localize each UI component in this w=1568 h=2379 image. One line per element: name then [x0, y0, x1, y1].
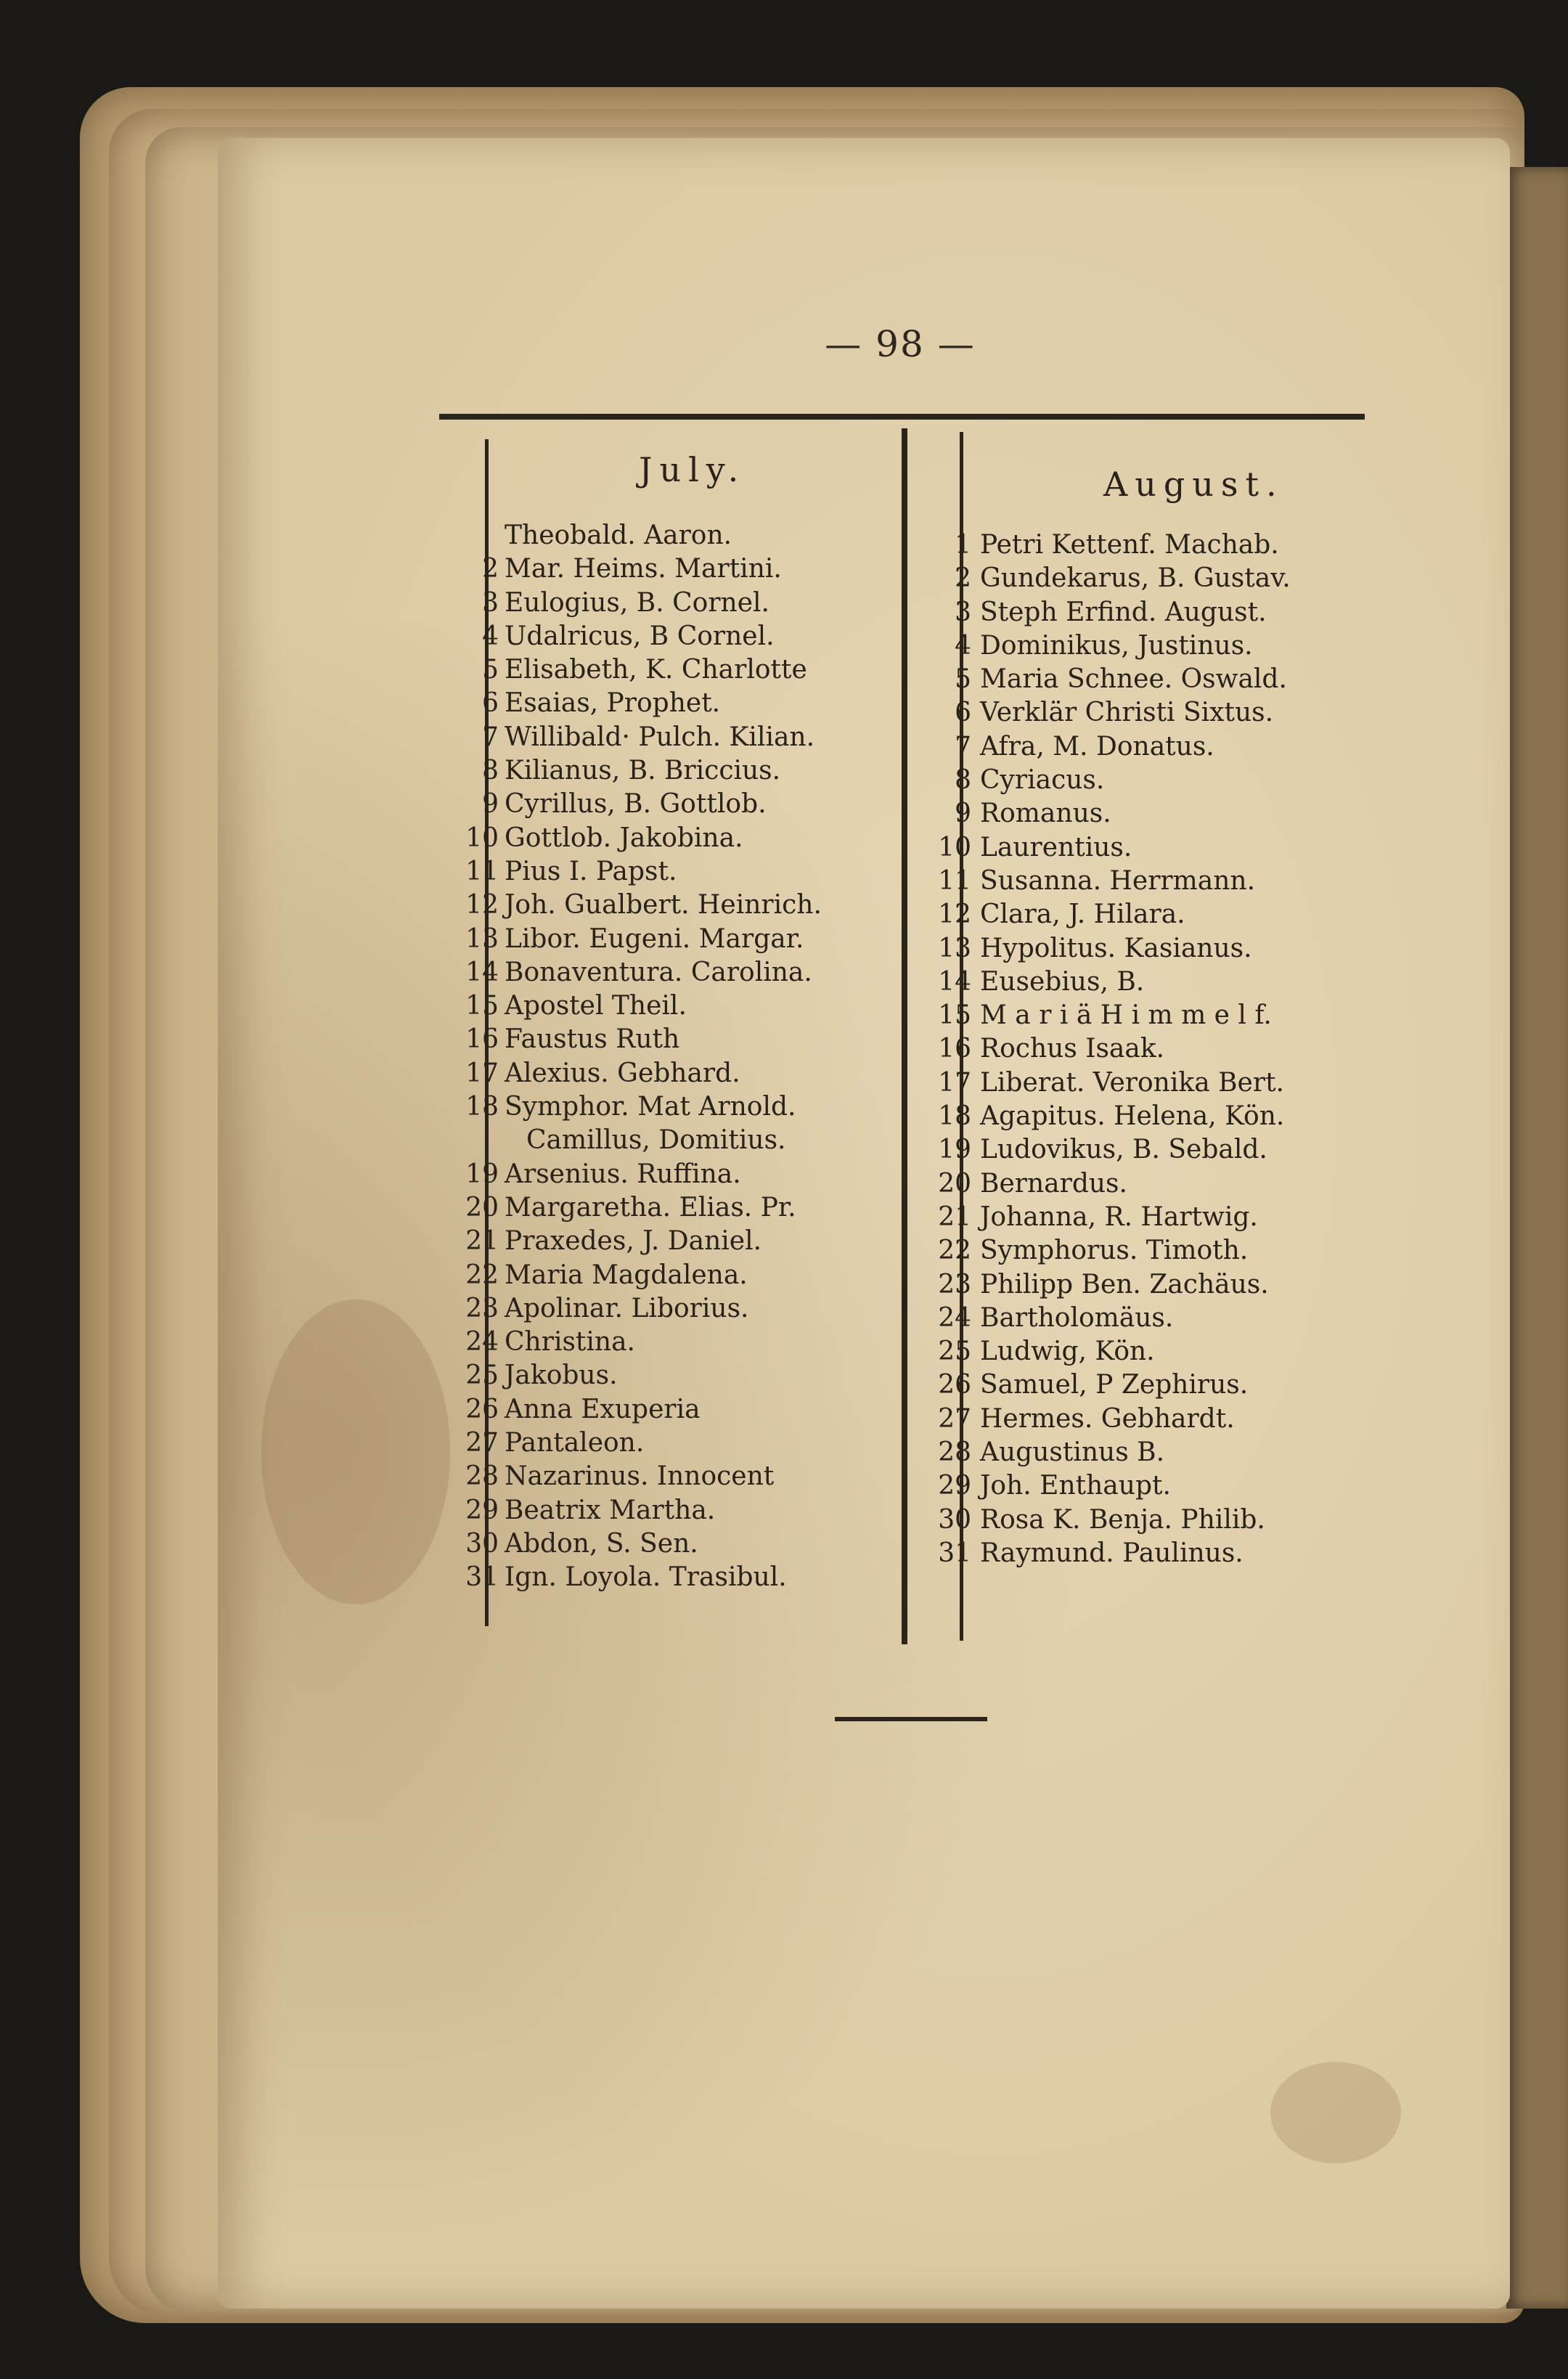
august-saint-names: Johanna, R. Hartwig. — [980, 1201, 1258, 1232]
august-title: August. — [1103, 465, 1284, 504]
august-day-number: 20 — [938, 1168, 971, 1199]
august-saint-names: Petri Kettenf. Machab. — [980, 530, 1279, 560]
august-day-number: 5 — [955, 664, 971, 695]
august-day-number: 31 — [938, 1538, 971, 1568]
august-saint-names: Symphorus. Timoth. — [980, 1236, 1249, 1266]
july-day-number: 15 — [465, 991, 499, 1021]
august-saint-names: Cyriacus. — [980, 765, 1105, 796]
july-day-number: 5 — [482, 655, 499, 685]
july-day-number: 27 — [465, 1428, 499, 1458]
book-spine — [1506, 167, 1568, 2309]
july-saint-names: Esaias, Prophet. — [505, 688, 721, 719]
july-saint-names: Faustus Ruth — [505, 1024, 680, 1055]
august-day-number: 12 — [938, 899, 971, 930]
july-day-number: 6 — [482, 688, 499, 719]
july-saint-names: Theobald. Aaron. — [505, 521, 732, 550]
august-day-number: 19 — [938, 1135, 971, 1165]
august-day-number: 6 — [955, 698, 971, 728]
july-title: July. — [639, 450, 746, 489]
july-saint-names: Willibald· Pulch. Kilian. — [505, 722, 815, 752]
august-saint-names: Steph Erfind. August. — [980, 597, 1267, 627]
july-saint-names: Alexius. Gebhard. — [505, 1058, 740, 1088]
july-day-number: 11 — [465, 856, 499, 886]
august-day-number: 14 — [938, 966, 971, 997]
july-day-number: 30 — [465, 1528, 499, 1559]
page-number: — 98 — — [825, 323, 976, 365]
july-day-number: 25 — [465, 1360, 499, 1391]
july-saint-names: Cyrillus, B. Gottlob. — [505, 789, 767, 820]
august-saint-names: Maria Schnee. Oswald. — [980, 664, 1287, 695]
july-day-number: 10 — [465, 823, 499, 853]
august-saint-names: Rochus Isaak. — [980, 1034, 1165, 1064]
july-saint-names: Margaretha. Elias. Pr. — [505, 1192, 796, 1223]
august-day-number: 25 — [938, 1337, 971, 1367]
august-day-number: 15 — [938, 1000, 971, 1031]
july-day-number: 31 — [465, 1562, 499, 1593]
august-day-number: 8 — [955, 765, 971, 796]
august-saint-names: Hermes. Gebhardt. — [980, 1403, 1235, 1434]
august-day-number: 24 — [938, 1302, 971, 1333]
july-saint-names: Udalricus, B Cornel. — [505, 621, 775, 651]
august-saint-names: Ludwig, Kön. — [980, 1337, 1155, 1367]
july-day-number: 9 — [482, 789, 499, 820]
july-saint-names: Symphor. Mat Arnold. — [505, 1092, 796, 1122]
july-saint-names: Kilianus, B. Briccius. — [505, 756, 781, 786]
july-day-number: 13 — [465, 923, 499, 954]
calendar-page — [218, 138, 1510, 2309]
july-saint-names: Praxedes, J. Daniel. — [505, 1226, 762, 1257]
july-saint-names: Mar. Heims. Martini. — [505, 554, 782, 584]
header-rule — [439, 414, 1365, 420]
july-saint-names: Bonaventura. Carolina. — [505, 957, 812, 987]
august-saint-names: Eusebius, B. — [980, 966, 1145, 997]
august-day-number: 30 — [938, 1504, 971, 1535]
august-day-number: 4 — [955, 630, 971, 661]
july-saint-names: Apostel Theil. — [505, 991, 687, 1021]
august-saint-names: Hypolitus. Kasianus. — [980, 933, 1252, 963]
august-saint-names: Raymund. Paulinus. — [980, 1538, 1244, 1568]
august-day-number: 10 — [938, 832, 971, 862]
july-day-number: 8 — [482, 756, 499, 786]
july-day-number: 7 — [482, 722, 499, 752]
august-saint-names: Dominikus, Justinus. — [980, 630, 1253, 661]
august-saint-names: M a r i ä H i m m e l f. — [980, 1000, 1272, 1031]
july-saint-names: Libor. Eugeni. Margar. — [505, 923, 804, 954]
july-day-number: 22 — [465, 1260, 499, 1290]
august-day-number: 3 — [955, 597, 971, 627]
august-saint-names: Liberat. Veronika Bert. — [980, 1067, 1284, 1098]
july-day-number: 26 — [465, 1394, 499, 1424]
july-saint-names: Christina. — [505, 1327, 635, 1358]
august-saint-names: Augustinus B. — [980, 1437, 1165, 1468]
july-day-number: 28 — [465, 1461, 499, 1492]
july-saint-names: Gottlob. Jakobina. — [505, 823, 743, 853]
july-day-number: 19 — [465, 1159, 499, 1189]
end-rule — [835, 1717, 987, 1721]
august-saint-names: Susanna. Herrmann. — [980, 865, 1256, 896]
july-day-number: 14 — [465, 957, 499, 987]
august-day-number: 13 — [938, 933, 971, 963]
july-saint-names: Anna Exuperia — [505, 1394, 701, 1424]
july-saint-names: Camillus, Domitius. — [526, 1125, 786, 1156]
august-saint-names: Afra, M. Donatus. — [980, 731, 1214, 762]
july-day-number: 23 — [465, 1293, 499, 1323]
august-saint-names: Bernardus. — [980, 1168, 1127, 1199]
august-saint-names: Philipp Ben. Zachäus. — [980, 1269, 1269, 1299]
july-saint-names: Ign. Loyola. Trasibul. — [505, 1562, 787, 1593]
july-day-number: 18 — [465, 1092, 499, 1122]
august-saint-names: Ludovikus, B. Sebald. — [980, 1135, 1267, 1165]
paper-stain — [261, 1299, 450, 1604]
july-saint-names: Arsenius. Ruffina. — [505, 1159, 741, 1189]
july-day-number: 24 — [465, 1327, 499, 1358]
july-day-number: 4 — [482, 621, 499, 651]
july-saint-names: Eulogius, B. Cornel. — [505, 587, 769, 618]
july-saint-names: Pantaleon. — [505, 1428, 645, 1458]
august-day-number: 29 — [938, 1471, 971, 1501]
august-day-number: 27 — [938, 1403, 971, 1434]
august-saint-names: Bartholomäus. — [980, 1302, 1174, 1333]
center-rule — [902, 428, 907, 1644]
july-day-number: 21 — [465, 1226, 499, 1257]
july-saint-names: Maria Magdalena. — [505, 1260, 748, 1290]
july-saint-names: Pius I. Papst. — [505, 856, 677, 886]
august-day-number: 2 — [955, 563, 971, 594]
august-saint-names: Verklär Christi Sixtus. — [980, 698, 1274, 728]
august-saint-names: Romanus. — [980, 799, 1111, 829]
july-saint-names: Jakobus. — [505, 1360, 618, 1391]
july-saint-names: Beatrix Martha. — [505, 1495, 716, 1525]
august-day-number: 7 — [955, 731, 971, 762]
august-saint-names: Joh. Enthaupt. — [980, 1471, 1171, 1501]
july-day-number: 29 — [465, 1495, 499, 1525]
august-day-number: 26 — [938, 1370, 971, 1400]
august-day-number: 9 — [955, 799, 971, 829]
august-saint-names: Agapitus. Helena, Kön. — [980, 1101, 1285, 1132]
august-day-number: 17 — [938, 1067, 971, 1098]
august-saint-names: Samuel, P Zephirus. — [980, 1370, 1249, 1400]
august-day-number: 21 — [938, 1201, 971, 1232]
july-saint-names: Nazarinus. Innocent — [505, 1461, 775, 1492]
july-saint-names: Abdon, S. Sen. — [505, 1528, 698, 1559]
july-saint-names: Joh. Gualbert. Heinrich. — [505, 890, 822, 921]
august-day-number: 1 — [955, 530, 971, 560]
august-day-number: 16 — [938, 1034, 971, 1064]
july-day-number: 16 — [465, 1024, 499, 1055]
august-saint-names: Gundekarus, B. Gustav. — [980, 563, 1291, 594]
paper-stain — [1270, 2062, 1401, 2163]
july-day-number: 17 — [465, 1058, 499, 1088]
july-saint-names: Elisabeth, K. Charlotte — [505, 655, 807, 685]
august-saint-names: Rosa K. Benja. Philib. — [980, 1504, 1265, 1535]
july-day-number: 2 — [482, 554, 499, 584]
july-day-number: 12 — [465, 890, 499, 921]
july-day-number: 20 — [465, 1192, 499, 1223]
july-day-number: 3 — [482, 587, 499, 618]
august-day-number: 18 — [938, 1101, 971, 1132]
august-saint-names: Clara, J. Hilara. — [980, 899, 1185, 930]
july-saint-names: Apolinar. Liborius. — [505, 1293, 749, 1323]
august-saint-names: Laurentius. — [980, 832, 1132, 862]
august-day-number: 11 — [938, 865, 971, 896]
august-day-number: 23 — [938, 1269, 971, 1299]
august-day-number: 28 — [938, 1437, 971, 1468]
august-day-number: 22 — [938, 1236, 971, 1266]
